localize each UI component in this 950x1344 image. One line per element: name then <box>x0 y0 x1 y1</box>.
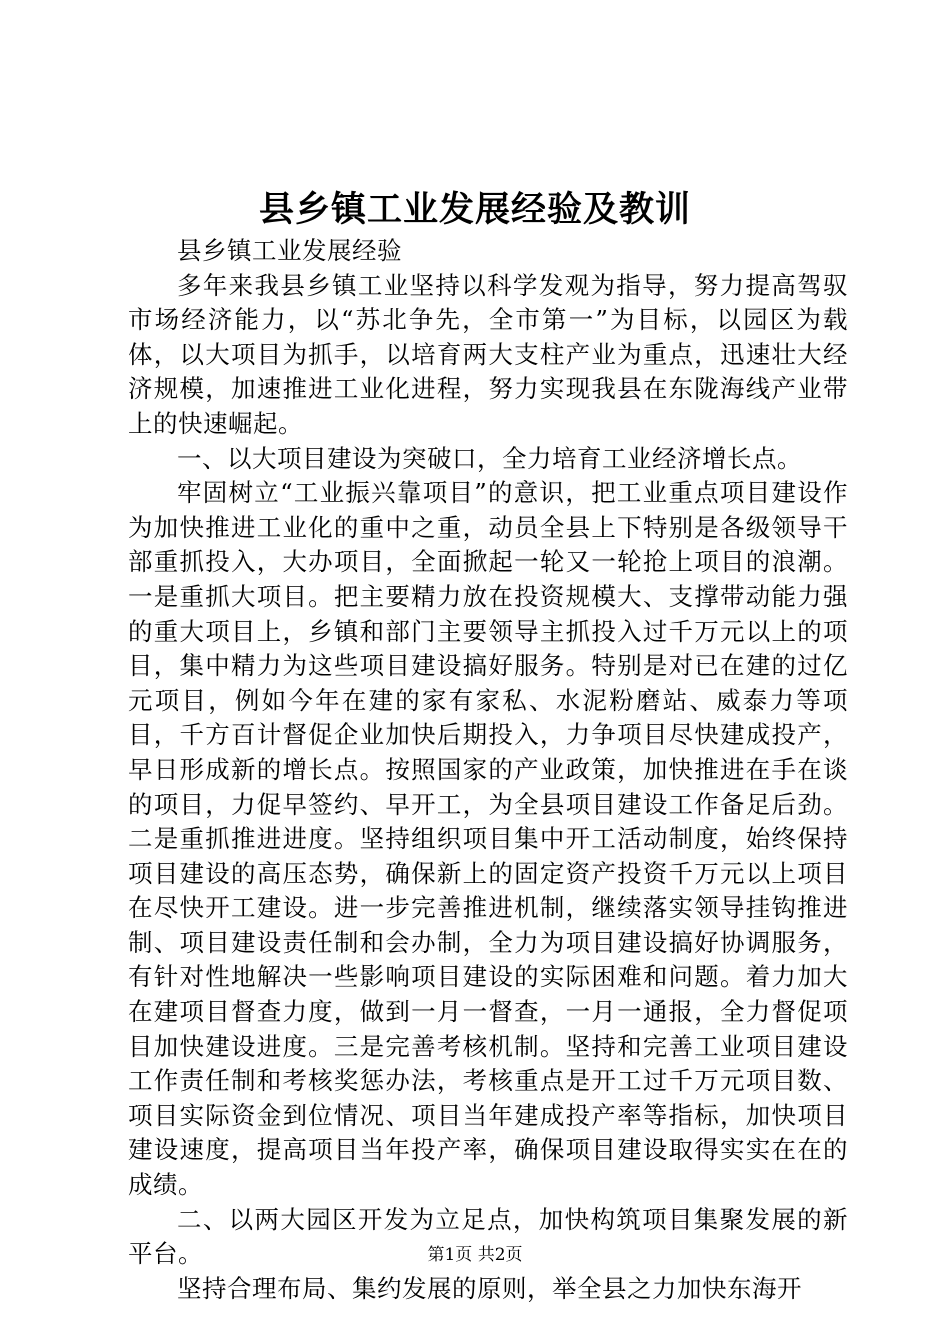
paragraph: 坚持合理布局、集约发展的原则，举全县之力加快东海开 <box>177 1273 802 1303</box>
page-footer: 第1页 共2页 <box>427 1245 523 1265</box>
section-heading: 二、以两大园区开发为立足点，加快构筑项目集聚发展的新平台。 <box>128 1204 848 1269</box>
document-body <box>128 234 848 1306</box>
paragraph: 牢固树立“工业振兴靠项目”的意识，把工业重点项目建设作为加快推进工业化的重中之重，动员全县上下特别是各级领导干部重抓投入，大办项目，全面掀起一轮又一轮抢上项目的浪潮。一是重抓大项目。把主要精力放在投资规模大、支撑带动能力强的重大项目上，乡镇和部门主要领导主抓投入过千万元以上的项目，集中精力为这些项目建设搞好服务。特别是对已在建的过亿元项目，例如今年在建的家有家私、水泥粉磨站、威泰力等项目，千方百计督促企业加快后期投入，力争项目尽快建成投产，早日形成新的增长点。按照国家的产业政策，加快推进在手在谈的项目，力促早签约、早开工，为全县项目建设工作备足后劲。二是重抓推进进度。坚持组织项目集中开工活动制度，始终保持项目建设的高压态势，确保新上的固定资产投资千万元以上项目在尽快开工建设。进一步完善推进机制，继续落实领导挂钩推进制、项目建设责任制和会办制，全力为项目建设搞好协调服务，有针对性地解决一些影响项目建设的实际困难和问题。着力加大在建项目督查力度，做到一月一督查，一月一通报，全力督促项目加快建设进度。三是完善考核机制。坚持和完善工业项目建设工作责任制和考核奖惩办法，考核重点是开工过千万元项目数、项目实际资金到位情况、项目当年建成投产率等指标，加快项目建设速度，提高项目当年投产率，确保项目建设取得实实在在的成绩。 <box>128 478 848 1200</box>
document-title: 县乡镇工业发展经验及教训 <box>258 189 691 230</box>
section-heading: 一、以大项目建设为突破口，全力培育工业经济增长点。 <box>177 443 802 473</box>
paragraph: 多年来我县乡镇工业坚持以科学发观为指导，努力提高驾驭市场经济能力，以“苏北争先，全市第一”为目标，以园区为载体，以大项目为抓手，以培育两大支柱产业为重点，迅速壮大经济规模，加速推进工业化进程，努力实现我县在东陇海线产业带上的快速崛起。 <box>128 270 848 438</box>
subheading: 县乡镇工业发展经验 <box>177 236 402 265</box>
